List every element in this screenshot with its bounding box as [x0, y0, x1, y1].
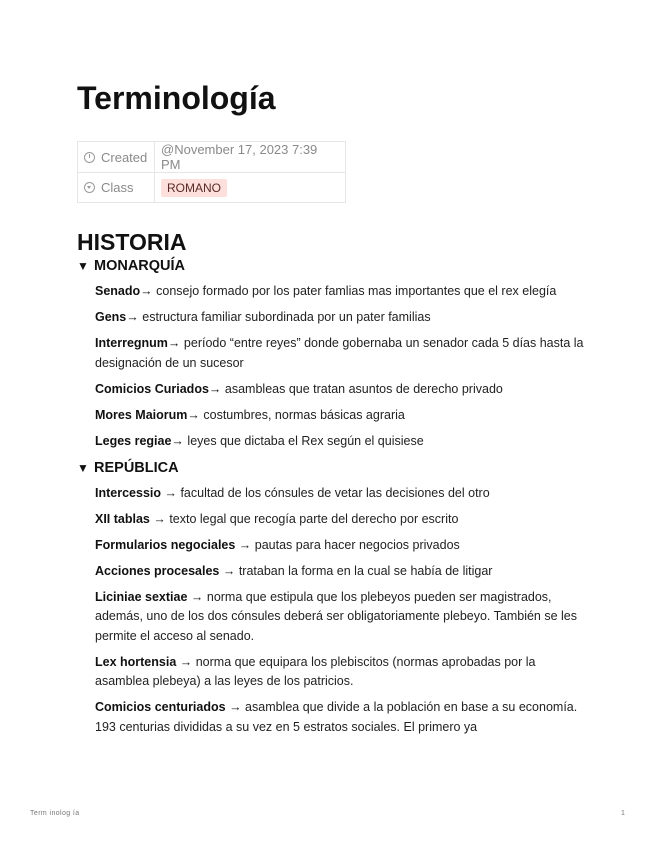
toggle-content: [77, 478, 587, 738]
list-item: [95, 536, 587, 556]
term: Lex hortensia: [95, 654, 177, 669]
list-item: [95, 308, 587, 328]
term: Mores Maiorum→: [95, 407, 200, 422]
list-item: [95, 698, 587, 737]
page-content: [77, 228, 587, 744]
footer-page-title: Term inolog ía: [30, 810, 80, 817]
list-item: [95, 562, 587, 582]
list-item: [95, 432, 587, 452]
definition: → norma que equipara los plebiscitos (normas aprobadas por la asamblea plebeya) a las leyes de los patricios.: [95, 654, 536, 688]
definition: período “entre reyes” donde gobernaba un senador cada 5 días hasta la designación de un sucesor: [95, 336, 584, 370]
definition: → norma que estipula que los plebeyos pueden ser magistrados, además, uno de los dos cónsules deberá ser obligatoriamente plebeyo. También se les permite el acceso al senado.: [95, 589, 578, 643]
list-item: [95, 380, 587, 400]
toggle-header-republica[interactable]: [77, 458, 587, 478]
class-tag[interactable]: ROMANO: [161, 179, 227, 197]
toggle-triangle-icon[interactable]: ▼: [77, 259, 89, 273]
definition: → texto legal que recogía parte del derecho por escrito: [149, 511, 459, 526]
property-key-label: Created: [101, 149, 148, 165]
property-row-created: [78, 142, 346, 173]
term: Comicios Curiados→: [95, 381, 222, 396]
toggle-triangle-icon[interactable]: ▼: [77, 460, 89, 475]
toggle-block-republica: [77, 458, 587, 738]
list-item: [95, 484, 587, 504]
property-row-class: [78, 173, 346, 203]
list-item: [95, 282, 587, 302]
toggle-content: [77, 276, 587, 451]
term: Gens→: [95, 310, 139, 324]
footer-page-number: 1: [621, 810, 625, 817]
term: Comicios centuriados: [95, 700, 226, 714]
definition: → trataban la forma en la cual se había de litigar: [219, 563, 493, 578]
property-key-class: [78, 173, 155, 203]
toggle-header-monarquia[interactable]: [77, 256, 587, 276]
term: XII tablas: [95, 511, 150, 526]
list-item: [95, 588, 587, 647]
definition: estructura familiar subordinada por un pater familias: [138, 310, 431, 324]
list-item: [95, 406, 587, 426]
property-value-created: @November 17, 2023 7:39 PM: [155, 142, 346, 173]
term: Leges regiae→: [95, 433, 184, 448]
toggle-title: REPÚBLICA: [94, 459, 179, 476]
definition: consejo formado por los pater famlias mas importantes que el rex elegía: [152, 284, 557, 298]
term: Liciniae sextiae: [95, 589, 188, 604]
list-item: [95, 334, 587, 373]
property-key-label: Class: [101, 180, 134, 195]
definition: asambleas que tratan asuntos de derecho privado: [221, 381, 503, 396]
definition: leyes que dictaba el Rex según el quisiese: [183, 433, 424, 448]
term: Interregnum→: [95, 336, 181, 350]
property-value-class: [155, 173, 346, 203]
term: Senado→: [95, 284, 153, 298]
list-item: [95, 510, 587, 530]
term: Acciones procesales: [95, 563, 220, 578]
toggle-title: MONARQUÍA: [94, 258, 186, 274]
definition: → pautas para hacer negocios privados: [235, 537, 460, 552]
select-icon: [84, 182, 95, 193]
clock-icon: [84, 152, 95, 163]
property-key-created: [78, 142, 155, 173]
section-heading: HISTORIA: [77, 229, 187, 255]
definition: costumbres, normas básicas agraria: [199, 407, 405, 422]
page-title: Terminología: [77, 80, 276, 116]
properties-table: [77, 141, 346, 203]
toggle-block-monarquia: [77, 256, 587, 451]
list-item: [95, 653, 587, 692]
term: Intercessio: [95, 485, 162, 500]
term: Formularios negociales: [95, 537, 236, 552]
definition: → asamblea que divide a la población en base a su economía. 193 centurias divididas a su vez en 5 estratos sociales. El primero ya: [95, 700, 578, 734]
definition: → facultad de los cónsules de vetar las decisiones del otro: [161, 485, 490, 500]
